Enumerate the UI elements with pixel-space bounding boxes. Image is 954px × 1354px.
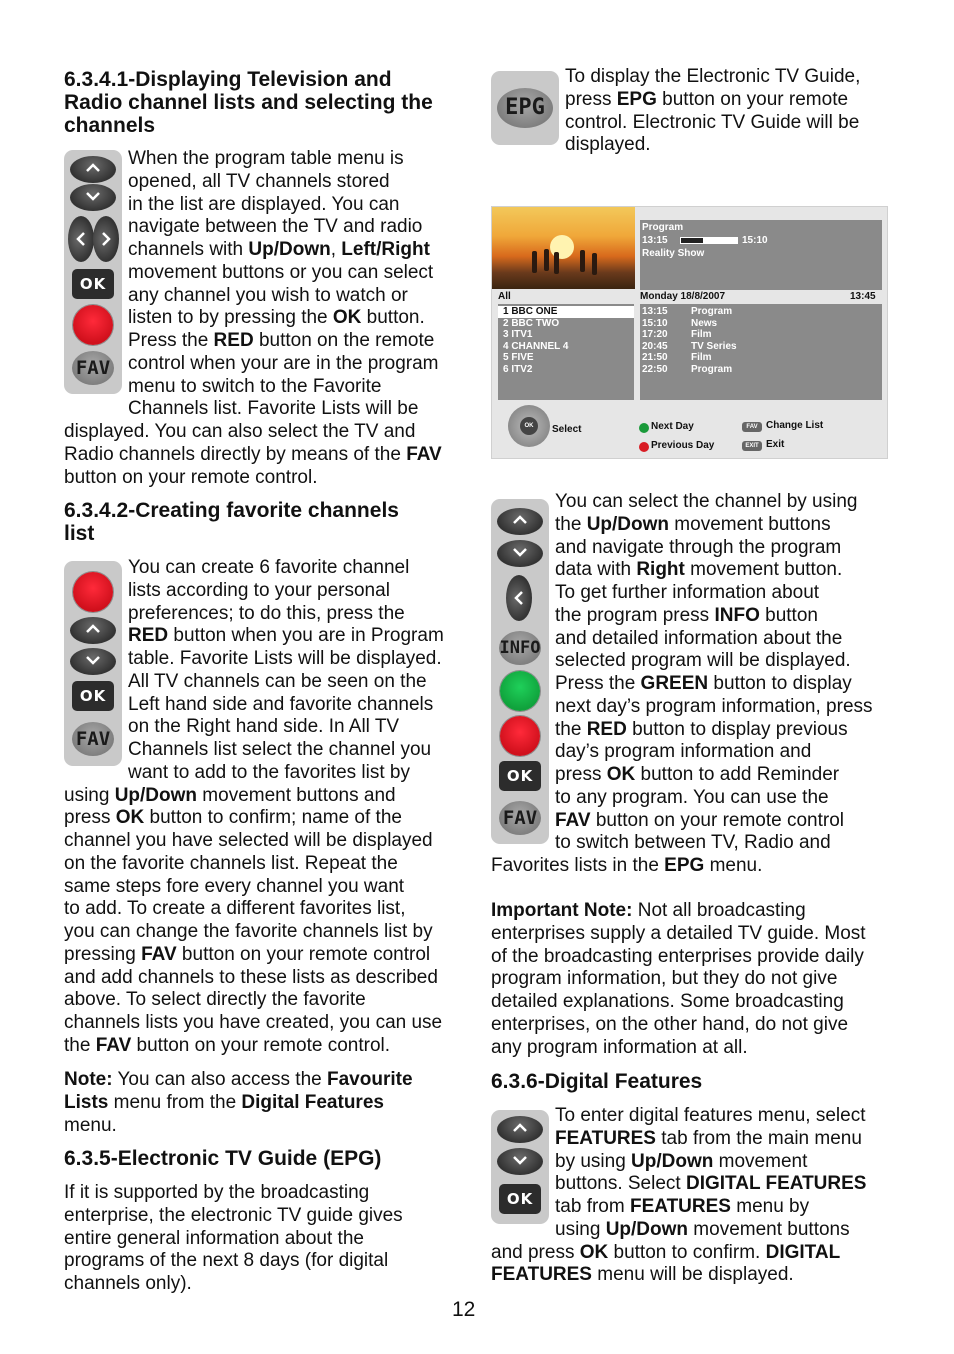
text-line: programs of the next 8 days (for digital <box>64 1250 389 1272</box>
time-start: 13:15 <box>642 235 668 246</box>
text-line: If it is supported by the broadcasting <box>64 1182 370 1203</box>
bold-term: INFO <box>714 604 760 626</box>
text-span: tab from the main menu <box>655 1127 862 1149</box>
text-line: above. To select directly the favorite <box>64 989 366 1011</box>
bold-term: OK <box>606 764 636 785</box>
text-line <box>64 785 474 808</box>
text-line <box>64 239 474 262</box>
text-line: on the favorite channels list. Repeat the <box>64 852 398 874</box>
bold-term: FEATURES <box>629 1196 731 1217</box>
bold-term: Left/Right <box>341 239 430 260</box>
text-line: channel you have selected will be displayed <box>64 830 433 851</box>
program-info-panel <box>640 220 882 290</box>
text-span: the <box>555 513 587 535</box>
text-span: using <box>555 1218 606 1240</box>
channel-row[interactable]: 6 ITV2 <box>503 363 533 375</box>
text-span: listen to by pressing the <box>128 307 333 329</box>
channel-list <box>498 304 634 400</box>
bold-term: Up/Down <box>631 1150 714 1172</box>
fav-button-icon: FAV <box>499 801 541 835</box>
schedule-title: Film <box>691 352 712 363</box>
text-line: any program information at all. <box>491 1036 748 1058</box>
text-line: You can create 6 favorite channel <box>128 557 410 578</box>
text-line: next day’s program information, press <box>555 695 873 717</box>
text-line: Channels list select the channel you <box>128 739 432 760</box>
channel-row[interactable]: 2 BBC TWO <box>503 317 560 329</box>
text-span: You can also access the <box>112 1069 327 1090</box>
text-line <box>491 605 896 628</box>
text-line: program information, but they do not give <box>491 968 838 990</box>
text-line: To get further information about <box>555 582 820 603</box>
text-span: movement buttons <box>669 513 831 535</box>
section-title-6-3-4-2: 6.3.4.2-Creating favorite channels list <box>64 499 399 545</box>
text-span: and press <box>491 1241 580 1263</box>
bold-term: OK <box>332 307 362 329</box>
text-span: button to add Reminder <box>635 764 840 785</box>
text-line: To display the Electronic TV Guide, <box>565 66 861 87</box>
schedule-time: 20:45 <box>642 340 668 352</box>
text-span: data with <box>555 559 637 581</box>
text-span: menu by <box>730 1196 810 1217</box>
bold-term: DIGITAL FEATURES <box>685 1173 867 1195</box>
text-line: lists according to your personal <box>128 579 390 601</box>
text-span: button on the remote <box>253 330 435 351</box>
text-line: table. Favorite Lists will be displayed. <box>128 648 442 669</box>
text-span: movement button. <box>684 559 843 581</box>
schedule-title: Film <box>691 329 712 340</box>
text-line <box>64 1092 474 1115</box>
text-line <box>64 307 474 330</box>
text-line <box>491 764 896 787</box>
text-span: movement buttons and <box>197 784 396 806</box>
text-span: the <box>64 1034 96 1056</box>
text-span: , <box>330 239 342 260</box>
bold-term: Important Note: <box>491 900 633 921</box>
body-text <box>64 557 474 1058</box>
list-title: All <box>498 291 511 302</box>
schedule-time: 15:10 <box>642 317 668 329</box>
schedule-row[interactable] <box>640 341 882 353</box>
bold-term: EPG <box>616 88 657 110</box>
program-name: Reality Show <box>642 248 705 259</box>
body-text <box>64 148 474 489</box>
text-line <box>64 944 474 967</box>
text-line <box>491 900 896 923</box>
preview-image <box>492 207 635 289</box>
schedule-row[interactable] <box>640 318 882 330</box>
text-line <box>491 673 896 696</box>
text-span: press <box>555 764 607 785</box>
section-6-3-5-body <box>64 1182 474 1296</box>
text-line: of the broadcasting enterprises provide daily <box>491 945 864 967</box>
text-line <box>491 1219 896 1242</box>
schedule-time: 17:20 <box>642 329 668 340</box>
channel-row[interactable]: 4 CHANNEL 4 <box>503 340 569 352</box>
text-line <box>491 1264 896 1287</box>
schedule-title: Program <box>691 306 733 317</box>
schedule-row[interactable] <box>640 364 882 376</box>
schedule-title: TV Series <box>691 340 737 352</box>
text-line: on the Right hand side. In All TV <box>128 716 400 738</box>
text-span: pressing <box>64 943 142 965</box>
body-text <box>64 1182 474 1296</box>
exit-key-icon: EXIT <box>742 441 762 451</box>
bold-term: RED <box>213 330 254 351</box>
next-day-label: Next Day <box>651 421 694 432</box>
text-line <box>491 719 896 742</box>
section-title-6-3-5: 6.3.5-Electronic TV Guide (EPG) <box>64 1147 382 1170</box>
text-span: button <box>759 604 818 626</box>
text-line <box>491 1196 896 1219</box>
note-paragraph <box>64 1069 474 1137</box>
text-line: displayed. You can also select the TV and <box>64 421 416 442</box>
bold-term: Digital Features <box>241 1091 384 1113</box>
epg-navigation-text <box>491 491 896 878</box>
text-span: button on your remote control <box>176 943 431 965</box>
schedule-time: 13:15 <box>642 306 668 317</box>
fav-button-icon: FAV <box>72 722 114 756</box>
text-span: button. <box>361 307 425 329</box>
bold-term: OK <box>579 1241 609 1263</box>
clock-label: 13:45 <box>850 291 876 302</box>
text-line: selected program will be displayed. <box>555 650 851 672</box>
text-span: buttons. Select <box>555 1173 686 1195</box>
epg-button-panel <box>491 71 559 145</box>
bold-term: EPG <box>664 855 705 876</box>
ok-button-icon: OK <box>499 761 541 791</box>
body-text <box>565 66 895 157</box>
bold-term: GREEN <box>640 673 709 694</box>
text-line: opened, all TV channels stored <box>128 170 390 192</box>
text-line <box>64 807 474 830</box>
body-text <box>491 1105 896 1287</box>
text-line <box>64 1035 474 1058</box>
bold-term: Lists <box>64 1091 109 1113</box>
text-line: When the program table menu is <box>128 148 404 169</box>
text-span: button on your remote <box>656 88 849 110</box>
text-span: menu from the <box>108 1091 242 1113</box>
section-6-3-4-2-body <box>64 557 474 1058</box>
text-span: tab from <box>555 1196 630 1217</box>
text-span: Press the <box>128 330 214 351</box>
text-line: You can select the channel by using <box>555 491 858 512</box>
epg-button-icon: EPG <box>497 88 553 128</box>
text-line: enterprise, the electronic TV guide gives <box>64 1204 403 1226</box>
text-line: displayed. <box>565 134 651 156</box>
text-span: Radio channels directly by means of the <box>64 443 407 465</box>
text-line: menu to switch to the Favorite <box>128 375 382 397</box>
previous-day-label: Previous Day <box>651 440 715 451</box>
text-span: press <box>64 807 116 829</box>
ok-button-icon: OK <box>72 681 114 711</box>
green-dot-icon <box>639 423 649 433</box>
text-span: channels with <box>128 239 249 260</box>
text-line: day’s program information and <box>555 741 812 763</box>
text-line: detailed explanations. Some broadcasting <box>491 991 844 1012</box>
text-line: and navigate through the program <box>555 536 842 558</box>
fav-button-icon: FAV <box>72 351 114 385</box>
text-line <box>64 1069 474 1092</box>
schedule-title: News <box>691 317 718 329</box>
text-span: button to confirm. <box>608 1241 766 1263</box>
fav-key-icon: FAV <box>742 422 762 432</box>
body-text <box>491 491 896 878</box>
text-line: control. Electronic TV Guide will be <box>565 111 860 133</box>
text-span: button to confirm; name of the <box>144 807 402 829</box>
text-line: and add channels to these lists as described <box>64 966 438 988</box>
text-line: any channel you wish to watch or <box>128 284 408 306</box>
bold-term: DIGITAL <box>765 1241 841 1263</box>
important-note-paragraph <box>491 900 896 1059</box>
ok-button-icon: OK <box>499 1184 541 1214</box>
text-line <box>491 855 896 878</box>
text-span: movement buttons <box>688 1218 850 1240</box>
text-line: channels lists you have created, you can use <box>64 1012 443 1033</box>
bold-term: FAV <box>406 443 442 465</box>
epg-screenshot <box>491 206 888 459</box>
text-line <box>64 330 474 353</box>
text-line: enterprises supply a detailed TV guide. Most <box>491 922 866 944</box>
text-span: menu will be displayed. <box>591 1264 794 1286</box>
info-button-icon: INFO <box>499 631 541 665</box>
time-end: 15:10 <box>742 235 768 246</box>
schedule-time: 22:50 <box>642 363 668 375</box>
bold-term: Up/Down <box>605 1218 689 1240</box>
program-progress-bar <box>680 237 738 244</box>
schedule-row[interactable] <box>640 329 882 341</box>
channel-row[interactable]: 1 BBC ONE <box>498 306 634 318</box>
body-text <box>491 900 896 1059</box>
text-line: Channels list. Favorite Lists will be <box>128 398 419 420</box>
text-span: movement <box>713 1150 808 1172</box>
text-line: button on your remote control. <box>64 466 318 488</box>
exit-label: Exit <box>766 439 785 450</box>
text-line <box>491 1242 896 1265</box>
schedule-row[interactable] <box>640 352 882 364</box>
text-line: to add. To create a different favorites list, <box>64 898 406 920</box>
text-line: same steps fore every channel you want <box>64 875 405 897</box>
text-line <box>491 514 896 537</box>
body-text <box>64 1069 474 1137</box>
bold-term: Right <box>636 559 685 581</box>
bold-term: RED <box>586 718 627 740</box>
bold-term: Up/Down <box>114 784 198 806</box>
change-list-label: Change List <box>766 420 824 431</box>
text-line: navigate between the TV and radio <box>128 216 423 238</box>
bold-term: OK <box>115 807 145 829</box>
text-line <box>565 89 895 112</box>
text-span: button on your remote control <box>590 809 845 831</box>
text-line <box>491 1151 896 1174</box>
text-line <box>491 810 896 833</box>
schedule-list <box>640 304 882 400</box>
text-line <box>491 1173 896 1196</box>
text-line: enterprises, on the other hand, do not give <box>491 1013 849 1035</box>
section-6-3-4-1-body <box>64 148 474 489</box>
text-line: to switch between TV, Radio and <box>555 832 831 854</box>
bold-term: FAV <box>555 809 591 831</box>
text-span: button to display previous <box>626 718 848 740</box>
bold-term: Up/Down <box>586 513 670 535</box>
bold-term: RED <box>128 625 169 647</box>
text-span: menu. <box>704 855 763 876</box>
text-span: button on your remote control. <box>131 1034 391 1056</box>
program-label: Program <box>642 222 684 233</box>
schedule-row[interactable] <box>640 306 882 318</box>
text-line <box>64 444 474 467</box>
navigation-pad-icon: OK <box>508 405 550 447</box>
bold-term: FAV <box>141 943 177 965</box>
page-number: 12 <box>452 1298 476 1321</box>
channel-row[interactable]: 5 FIVE <box>503 352 534 363</box>
text-line <box>491 559 896 582</box>
bold-term: FEATURES <box>555 1127 656 1149</box>
text-line: want to add to the favorites list by <box>128 761 410 783</box>
text-span: using <box>64 784 115 806</box>
text-span: the program press <box>555 604 715 626</box>
bold-term: Up/Down <box>248 239 331 260</box>
text-line: Left hand side and favorite channels <box>128 693 434 715</box>
text-line: to any program. You can use the <box>555 786 829 808</box>
ok-button-icon: OK <box>72 269 114 299</box>
section-title-6-3-4-1: 6.3.4.1-Displaying Television and Radio channel lists and selecting the channels <box>64 68 433 137</box>
section-6-3-6-body <box>491 1105 896 1287</box>
date-label: Monday 18/8/2007 <box>640 291 726 302</box>
select-label: Select <box>552 424 582 435</box>
text-line: in the list are displayed. You can <box>128 193 400 215</box>
text-line: All TV channels can be seen on the <box>128 670 427 692</box>
text-line: entire general information about the <box>64 1227 364 1249</box>
text-span: Not all broadcasting <box>632 900 806 921</box>
text-span: button when you are in Program <box>168 625 444 647</box>
text-span: press <box>565 88 617 110</box>
bold-term: Note: <box>64 1069 113 1090</box>
text-line <box>64 625 474 648</box>
epg-intro-text <box>565 66 895 157</box>
text-line: control when your are in the program <box>128 352 439 374</box>
text-line <box>491 1128 896 1151</box>
text-span: button to display <box>708 673 852 694</box>
text-span: the <box>555 718 587 740</box>
red-dot-icon <box>639 442 649 452</box>
bold-term: FEATURES <box>491 1264 592 1286</box>
channel-row[interactable]: 3 ITV1 <box>503 329 533 340</box>
text-span: Press the <box>555 673 641 694</box>
text-line: menu. <box>64 1114 117 1136</box>
text-line: To enter digital features menu, select <box>555 1105 866 1126</box>
text-line: preferences; to do this, press the <box>128 602 405 624</box>
schedule-title: Program <box>691 363 733 375</box>
text-span: Favorites lists in the <box>491 855 665 876</box>
text-line: you can change the favorite channels list by <box>64 921 433 942</box>
bold-term: FAV <box>95 1034 132 1056</box>
text-line: movement buttons or you can select <box>128 261 434 283</box>
text-line: channels only). <box>64 1273 192 1294</box>
bold-term: Favourite <box>327 1069 413 1090</box>
text-line: and detailed information about the <box>555 627 843 649</box>
text-span: by using <box>555 1150 632 1172</box>
section-title-6-3-6: 6.3.6-Digital Features <box>491 1070 703 1093</box>
schedule-time: 21:50 <box>642 352 668 363</box>
